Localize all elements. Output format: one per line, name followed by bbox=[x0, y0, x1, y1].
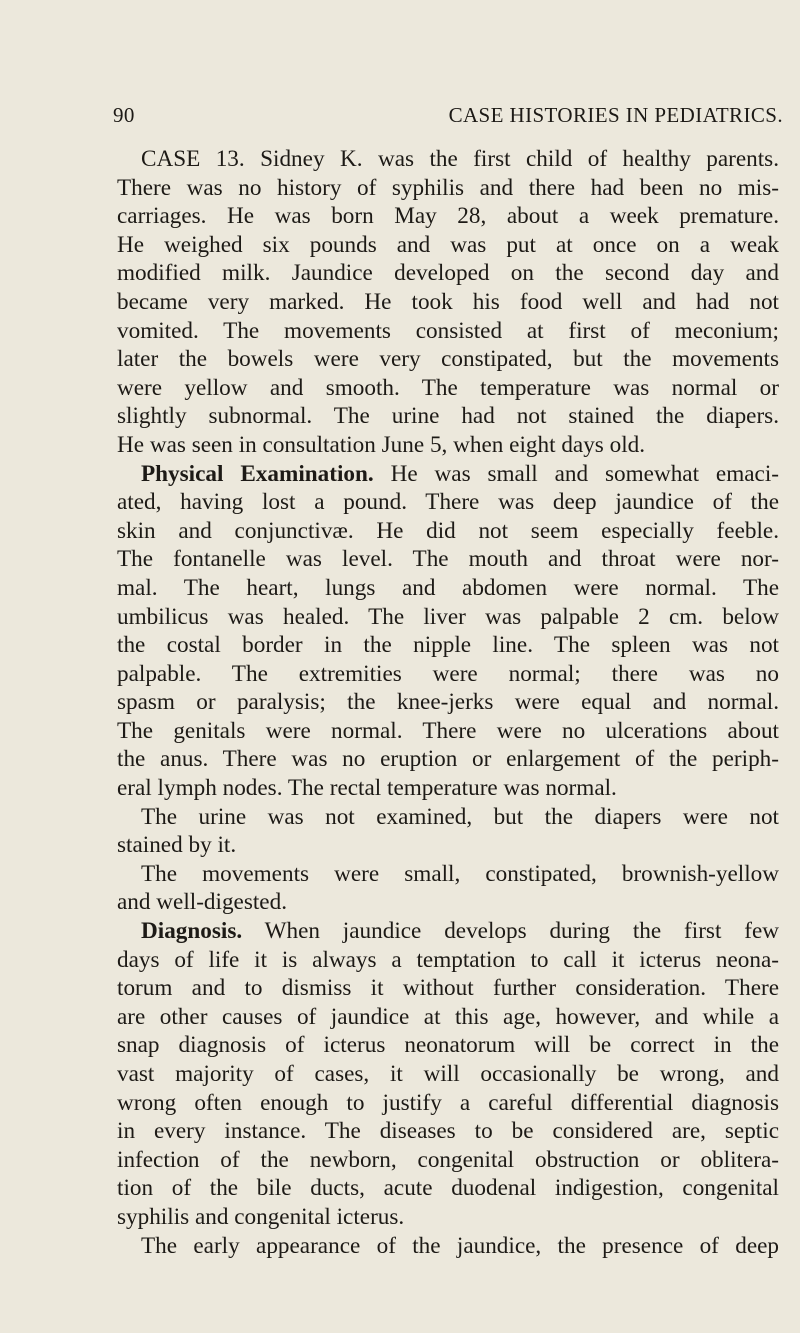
text-line bbox=[117, 688, 779, 717]
line-text: later the bowels were very constipated, but the movements bbox=[117, 346, 779, 373]
line-text: the costal border in the nipple line. The spleen was not bbox=[117, 632, 779, 659]
line-text: palpable. The extremities were normal; there was no bbox=[117, 660, 779, 687]
text-line bbox=[117, 488, 779, 517]
line-text: days of life it is always a temptation to call it icterus neona- bbox=[117, 946, 779, 973]
text-line bbox=[117, 1203, 779, 1232]
text-line bbox=[117, 431, 779, 460]
line-text: ated, having lost a pound. There was deep jaundice of the bbox=[117, 489, 779, 516]
text-line bbox=[117, 774, 779, 803]
text-line bbox=[117, 745, 779, 774]
text-line bbox=[117, 660, 779, 689]
text-line bbox=[117, 1146, 779, 1175]
line-text: eral lymph nodes. The rectal temperature was normal. bbox=[117, 775, 617, 802]
text-line bbox=[117, 402, 779, 431]
text-line bbox=[117, 631, 779, 660]
text-line bbox=[117, 603, 779, 632]
text-line bbox=[117, 974, 779, 1003]
line-text: in every instance. The diseases to be considered are, septic bbox=[117, 1118, 779, 1145]
line-text: spasm or paralysis; the knee-jerks were equal and normal. bbox=[117, 689, 779, 716]
text-line bbox=[117, 1031, 779, 1060]
line-text: The genitals were normal. There were no ulcerations about bbox=[117, 717, 779, 744]
text-line bbox=[117, 345, 779, 374]
line-text: The early appearance of the jaundice, the presence of deep bbox=[141, 1232, 779, 1259]
text-line bbox=[117, 917, 779, 946]
text-line bbox=[117, 831, 779, 860]
line-text: The movements were small, constipated, brownish-yellow bbox=[141, 860, 779, 887]
line-text: There was no history of syphilis and there had been no mis- bbox=[117, 174, 779, 201]
line-text: The urine was not examined, but the diapers were not bbox=[141, 803, 779, 830]
line-text: infection of the newborn, congenital obstruction or oblitera- bbox=[117, 1146, 779, 1173]
line-text: vast majority of cases, it will occasionally be wrong, and bbox=[117, 1061, 779, 1087]
text-line bbox=[117, 860, 779, 889]
line-text: When jaundice develops during the first few bbox=[242, 918, 779, 945]
page-number: 90 bbox=[113, 103, 135, 127]
line-text: CASE 13. Sidney K. was the first child of healthy parents. bbox=[141, 146, 779, 172]
line-text: umbilicus was healed. The liver was palpable 2 cm. below bbox=[117, 603, 779, 630]
text-line bbox=[117, 145, 779, 174]
running-title: CASE HISTORIES IN PEDIATRICS. bbox=[448, 103, 783, 127]
line-text: He was seen in consultation June 5, when eight days old. bbox=[117, 431, 646, 458]
line-text: syphilis and congenital icterus. bbox=[117, 1203, 405, 1230]
text-line bbox=[117, 1060, 779, 1089]
text-line bbox=[117, 288, 779, 317]
text-line bbox=[117, 1089, 779, 1118]
line-text: The fontanelle was level. The mouth and throat were nor- bbox=[117, 546, 779, 573]
line-text: torum and to dismiss it without further consideration. There bbox=[117, 975, 779, 1002]
line-text: skin and conjunctivæ. He did not seem especially feeble. bbox=[117, 517, 779, 544]
text-line bbox=[117, 517, 779, 546]
text-line bbox=[117, 888, 779, 917]
line-text: stained by it. bbox=[117, 832, 237, 859]
text-line bbox=[117, 259, 779, 288]
line-text: modified milk. Jaundice developed on the second day and bbox=[117, 260, 779, 287]
line-text: the anus. There was no eruption or enlargement of the periph- bbox=[117, 746, 779, 773]
line-text: slightly subnormal. The urine had not stained the diapers. bbox=[117, 403, 779, 430]
line-text: He weighed six pounds and was put at once on a weak bbox=[117, 231, 779, 258]
text-line bbox=[117, 946, 779, 975]
line-text: became very marked. He took his food well and had not bbox=[117, 288, 779, 315]
section-heading: Diagnosis. bbox=[141, 918, 243, 945]
text-line bbox=[117, 717, 779, 746]
text-line bbox=[117, 545, 779, 574]
text-line bbox=[117, 174, 779, 203]
text-line bbox=[117, 460, 779, 489]
section-heading: Physical Examination. bbox=[141, 460, 374, 487]
text-line bbox=[117, 231, 779, 260]
text-line bbox=[117, 374, 779, 403]
line-text: tion of the bile ducts, acute duodenal indigestion, congenital bbox=[117, 1175, 779, 1202]
line-text: mal. The heart, lungs and abdomen were normal. The bbox=[117, 574, 779, 601]
line-text: were yellow and smooth. The temperature was normal or bbox=[117, 374, 779, 401]
line-text: He was small and somewhat emaci- bbox=[373, 460, 779, 487]
text-line bbox=[117, 202, 779, 231]
line-text: vomited. The movements consisted at first of meconium; bbox=[117, 317, 779, 344]
text-line bbox=[117, 317, 779, 346]
body-text bbox=[117, 145, 779, 1260]
text-line bbox=[117, 574, 779, 603]
running-header bbox=[113, 103, 783, 128]
text-line bbox=[117, 1003, 779, 1032]
line-text: carriages. He was born May 28, about a week premature. bbox=[117, 203, 779, 230]
line-text: and well-digested. bbox=[117, 889, 287, 916]
text-line bbox=[117, 803, 779, 832]
text-line bbox=[117, 1232, 779, 1261]
line-text: snap diagnosis of icterus neonatorum will be correct in the bbox=[117, 1032, 779, 1059]
text-line bbox=[117, 1174, 779, 1203]
line-text: are other causes of jaundice at this age, however, and while a bbox=[117, 1003, 779, 1030]
line-text: wrong often enough to justify a careful differential diagnosis bbox=[117, 1089, 779, 1116]
text-line bbox=[117, 1117, 779, 1146]
